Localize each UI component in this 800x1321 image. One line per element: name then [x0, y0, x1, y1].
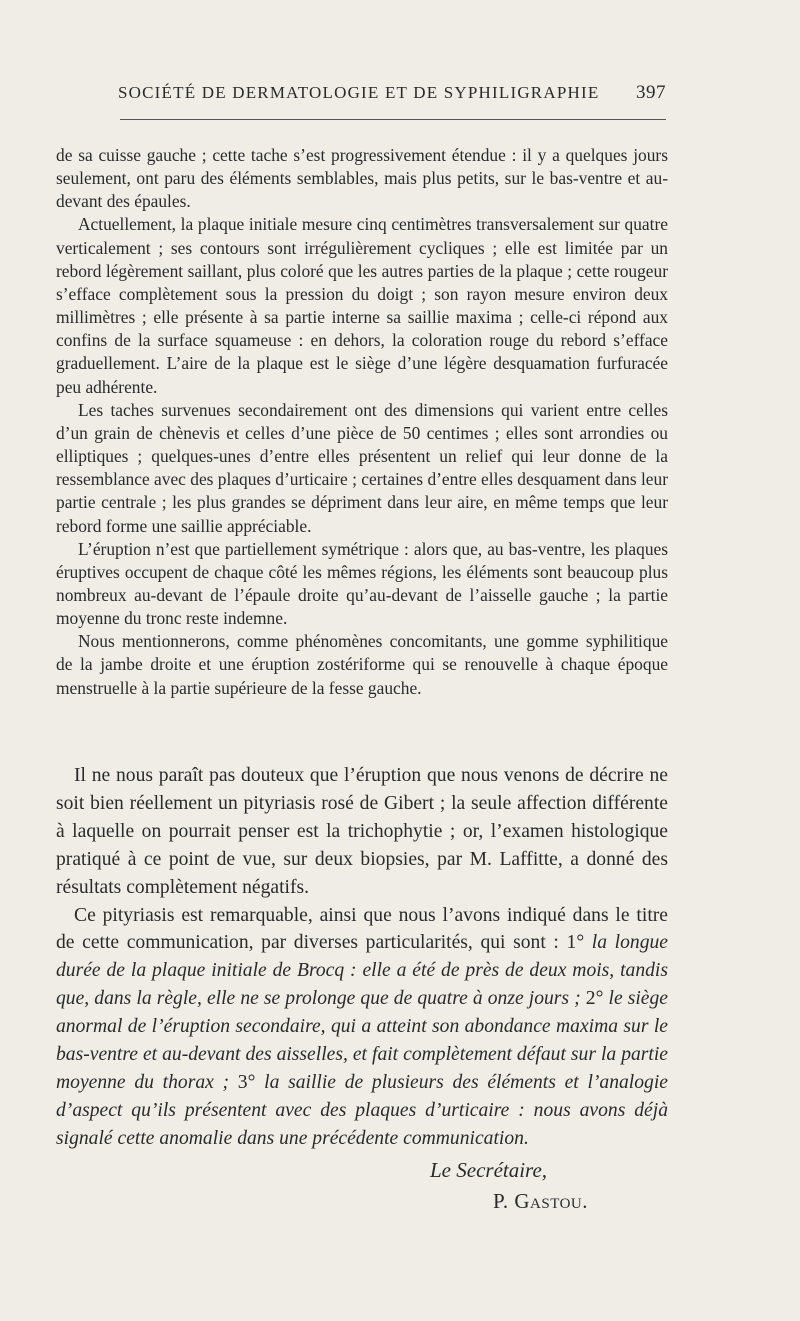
header-rule — [120, 119, 666, 120]
signature-title: Le Secrétaire, — [430, 1158, 548, 1182]
running-header — [118, 82, 666, 104]
case-description — [56, 144, 668, 700]
discussion — [56, 762, 668, 1153]
list-item: la saillie de plusieurs des éléments et l’analogie d’aspect qu’ils présentent avec des plaques d’urticaire : nous avons déjà signalé cette anomalie dans une précédente communication. — [56, 1071, 668, 1149]
paragraph: Nous mentionnerons, comme phénomènes concomitants, une gomme syphilitique de la jambe droite et une éruption zostériforme qui se renouvelle à chaque époque menstruelle à la partie supérieure de la fesse gauche. — [56, 631, 668, 698]
running-title: SOCIÉTÉ DE DERMATOLOGIE ET DE SYPHILIGRAPHIE — [118, 83, 600, 102]
list-number: 2° — [585, 988, 604, 1010]
paragraph: Il ne nous paraît pas douteux que l’éruption que nous venons de décrire ne soit bien réellement un pityriasis rosé de Gibert ; la seule affection différente à laquelle on pourrait penser est la trichophytie ; or, l’examen histologique pratiqué à ce point de vue, sur deux biopsies, par M. Laffitte, a donné des résultats complètement négatifs. — [56, 765, 668, 898]
signature-name: P. Gastou. — [493, 1189, 588, 1213]
paragraph: L’éruption n’est que partiellement symétrique : alors que, au bas-ventre, les plaques éruptives occupent de chaque côté les mêmes régions, les éléments sont beaucoup plus nombreux au-devant de l’épaule droite qu’au-devant de l’aisselle gauche ; la partie moyenne du tronc reste indemne. — [56, 538, 668, 629]
paragraph — [56, 902, 668, 1153]
list-number: 3° — [237, 1071, 256, 1093]
list-number: 1° — [566, 932, 585, 954]
paragraph: de sa cuisse gauche ; cette tache s’est progressivement étendue : il y a quelques jours seulement, ont paru des éléments semblables, mais plus petits, sur le bas-ventre et au-devant des épaules. — [56, 145, 668, 212]
paragraph-intro: Ce pityriasis est remarquable, ainsi que nous l’avons indiqué dans le titre de cette communication, par diverses particularités, qui sont : — [56, 904, 668, 954]
page-number: 397 — [636, 82, 666, 103]
paragraph: Les taches survenues secondairement ont des dimensions qui varient entre celles d’un grain de chènevis et celles d’une pièce de 50 centimes ; elles sont arrondies ou elliptiques ; quelques-unes d’entre elles présentent un relief qui leur donne de la ressemblance avec des plaques d’urticaire ; certaines d’entre elles desquament dans leur partie centrale ; les plus grandes se dépriment dans leur aire, en même temps que leur rebord forme une saillie appréciable. — [56, 399, 668, 536]
list-item: la longue durée de la plaque initiale de Brocq : elle a été de près de deux mois, tandis que, dans la règle, elle ne se prolonge que de quatre à onze jours ; — [56, 932, 668, 1010]
paragraph: Actuellement, la plaque initiale mesure cinq centimètres transversalement sur quatre verticalement ; ses contours sont irrégulièrement cycliques ; elle est limitée par un rebord légèrement saillant, plus coloré que les autres parties de la plaque ; cette rougeur s’efface complètement sous la pression du doigt ; son rayon mesure environ deux millimètres ; elle présente à sa partie interne sa saillie maxima ; celle-ci répond aux confins de la surface squameuse : en dehors, la coloration rouge du rebord s’efface graduellement. L’aire de la plaque est le siège d’une légère desquamation furfuracée peu adhérente. — [56, 214, 668, 397]
list-item: le siège anormal de l’éruption secondaire, qui a atteint son abondance maxima sur le bas-ventre et au-devant des aisselles, et fait complètement défaut sur la partie moyenne du thorax ; — [56, 988, 668, 1093]
